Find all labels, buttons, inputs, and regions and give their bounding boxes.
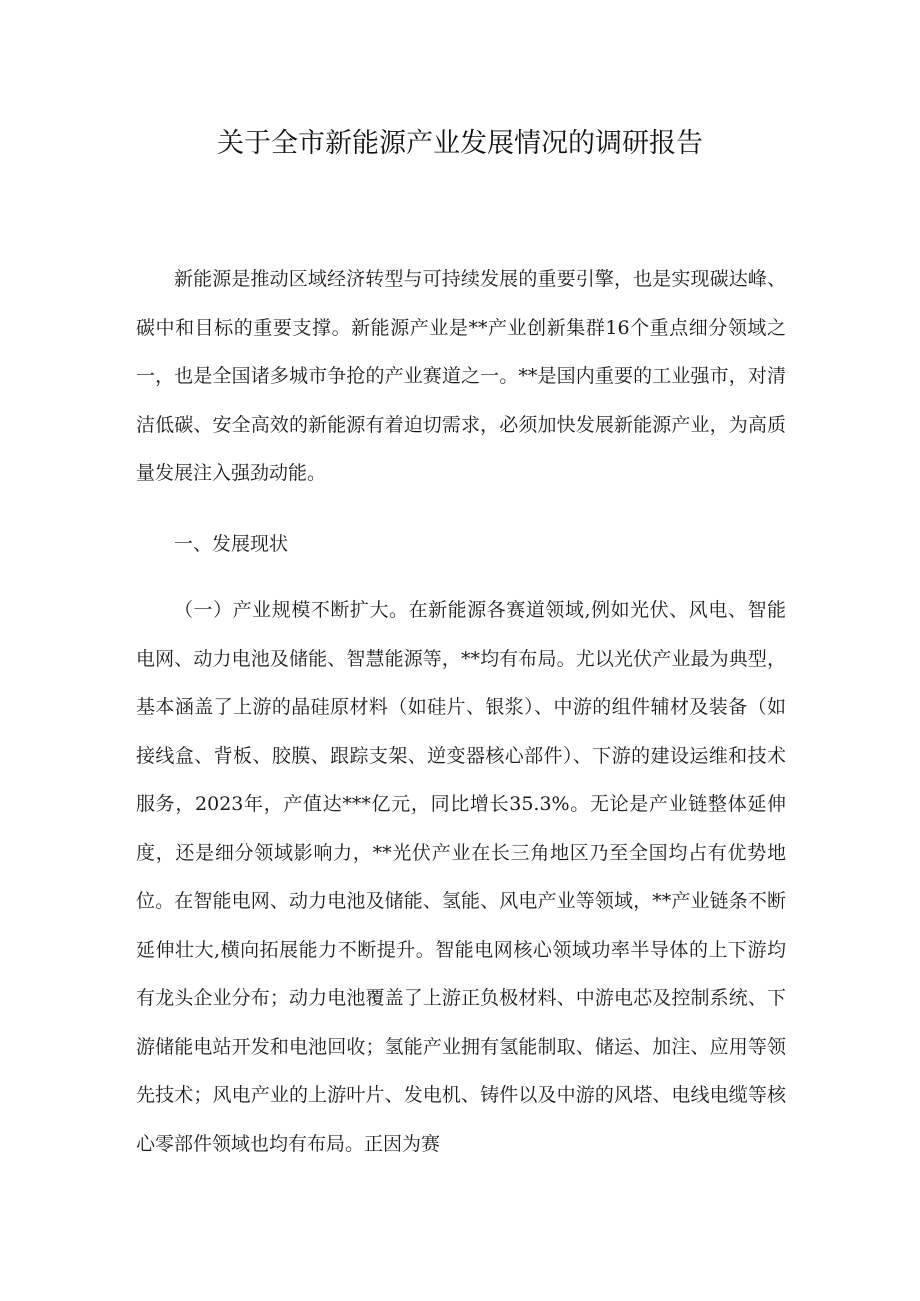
section-heading: 一、发展现状 — [174, 533, 289, 555]
intro-paragraph: 新能源是推动区域经济转型与可持续发展的重要引擎，也是实现碳达峰、碳中和目标的重要支撑。新能源产业是**产业创新集群16个重点细分领域之一，也是全国诸多城市争抢的产业赛道之一。**是国内重要的工业强市，对清洁低碳、安全高效的新能源有着迫切需求，必须加快发展新能源产业，为高质量发展注入强劲动能。 — [136, 268, 786, 484]
subsection-paragraph — [136, 586, 786, 1168]
subsection-lead: （一）产业规模不断扩大。 — [174, 599, 409, 621]
subsection-text: 在新能源各赛道领域,例如光伏、风电、智能电网、动力电池及储能、智慧能源等，**均有布局。尤以光伏产业最为典型，基本涵盖了上游的晶硅原材料（如硅片、银浆）、中游的组件辅材及装备（如接线盒、背板、胶膜、跟踪支架、逆变器核心部件）、下游的建设运维和技术服务，2023年，产值达***亿元，同比增长35.3%。无论是产业链整体延伸度，还是细分领域影响力，**光伏产业在长三角地区乃至全国均占有优势地位。在智能电网、动力电池及储能、氢能、风电产业等领域，**产业链条不断延伸壮大,横向拓展能力不断提升。智能电网核心领域功率半导体的上下游均有龙头企业分布；动力电池覆盖了上游正负极材料、中游电芯及控制系统、下游储能电站开发和电池回收；氢能产业拥有氢能制取、储运、加注、应用等领先技术；风电产业的上游叶片、发电机、铸件以及中游的风塔、电线电缆等核心零部件领域也均有布局。正因为赛 — [136, 599, 786, 1155]
document-title: 关于全市新能源产业发展情况的调研报告 — [217, 128, 703, 159]
